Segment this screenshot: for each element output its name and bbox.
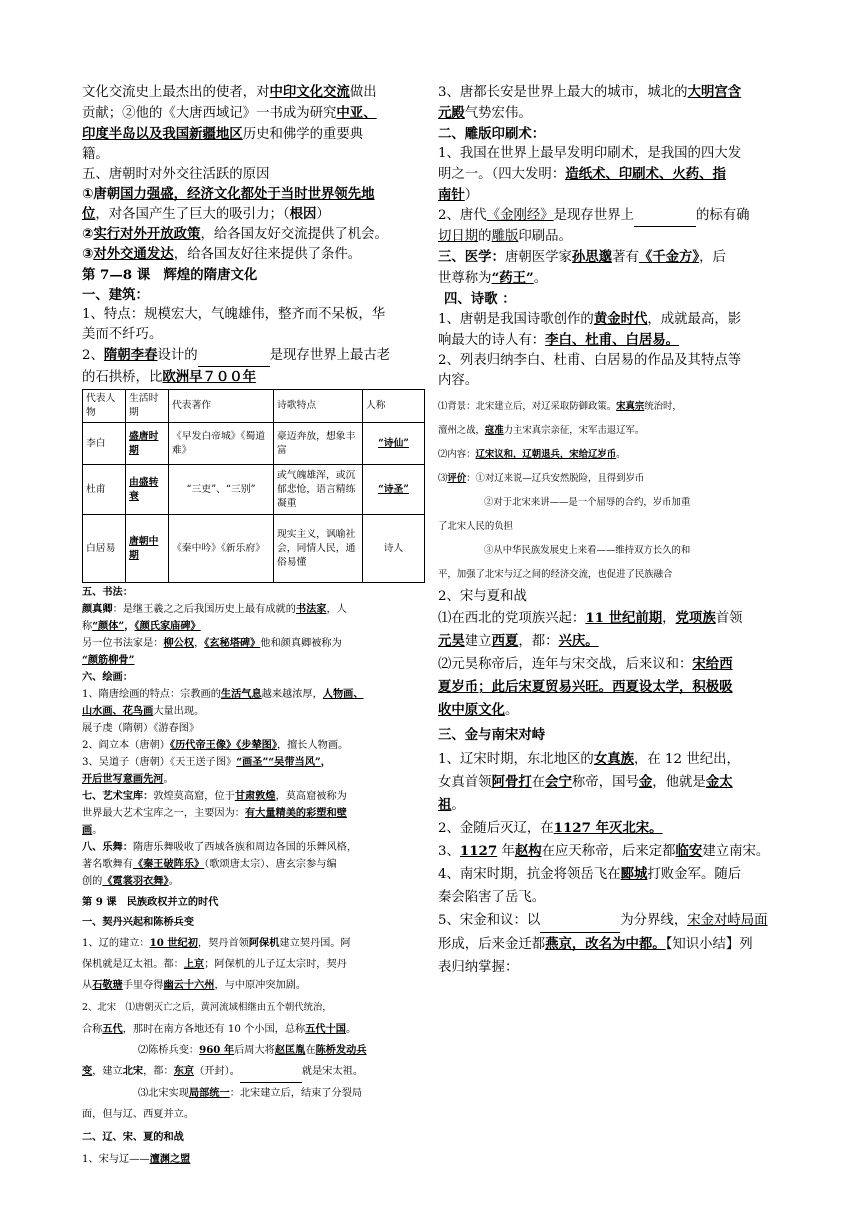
text-line: 收中原文化。 bbox=[438, 702, 519, 718]
reason-1-cont: 位，对各国产生了巨大的吸引力；（根因） bbox=[82, 207, 330, 222]
text-line: 三、医学：唐朝医学家孙思邈著有《千金方》，后 bbox=[438, 249, 726, 265]
section-heading: 五、唐朝时对外交往活跃的原因 bbox=[82, 167, 270, 182]
text-line: ⑵内容：辽宋议和，辽朝退兵，宋给辽岁币。 bbox=[438, 449, 626, 460]
table-row bbox=[83, 465, 425, 515]
text-line: 2、阎立本（唐朝）《历代帝王像》《步辇图》，擅长人物画。 bbox=[82, 739, 349, 751]
text-line: 颜真卿：是继王羲之之后我国历史上最有成就的书法家，人 bbox=[82, 603, 347, 615]
section-heading: 二、雕版印刷术： bbox=[438, 126, 546, 142]
text-line: 1、辽宋时期，东北地区的女真族，在 12 世纪出， bbox=[438, 751, 740, 767]
text-line: 世界最大艺术宝库之一，主要因为：有大量精美的彩塑和壁 bbox=[82, 807, 347, 819]
text-line: 2、宋与夏和战 bbox=[438, 589, 527, 604]
text-line: 1、我国在世界上最早发明印刷术，是我国的四大发 bbox=[438, 146, 742, 161]
text-line: 1、唐朝是我国诗歌创作的黄金时代，成就最高，影 bbox=[438, 311, 742, 327]
text-line: 开后世写意画先河。 bbox=[82, 773, 174, 785]
text-line: 1、特点：规模宏大，气魄雄伟，整齐而不呆板，华 bbox=[82, 307, 386, 322]
left-column bbox=[82, 82, 424, 1170]
text-line: 女真首领阿骨打在会宁称帝，国号金，他就是金太 bbox=[438, 774, 733, 790]
table-header-row bbox=[83, 390, 425, 423]
text-line: 1、宋与辽——澶渊之盟 bbox=[82, 1153, 191, 1165]
text-line: ⑴在西北的党项族兴起：11 世纪前期，党项族首领 bbox=[438, 610, 743, 626]
text-line: 5、宋金和议：以 为分界线，宋金对峙局面 bbox=[438, 909, 783, 933]
text-line: 秦会陷害了岳飞。 bbox=[438, 890, 546, 905]
text-line: 文化交流史上最杰出的使者，对中印文化交流做出 bbox=[82, 84, 377, 100]
table-cell: “诗仙” bbox=[363, 423, 425, 465]
text-line: 2、北宋 ⑴唐朝灭亡之后，黄河流域相继由五个朝代统治， bbox=[82, 1002, 332, 1013]
text-line: 平，加强了北宋与辽之间的经济交流，也促进了民族融合 bbox=[438, 569, 673, 580]
text-line: 1、隋唐绘画的特点：宗教画的生活气息越来越浓厚，人物画、 bbox=[82, 688, 364, 700]
text-line: ②对于北宋来讲——是一个屈辱的合约，岁币加重 bbox=[484, 497, 691, 508]
table-cell: 李白 bbox=[83, 423, 126, 465]
text-line: ⑴背景：北宋建立后，对辽采取防御政策。宋真宗统治时， bbox=[438, 401, 682, 412]
text-line: 元昊建立西夏，都：兴庆。 bbox=[438, 633, 599, 649]
text-line: 祖。 bbox=[438, 797, 465, 813]
text-line: 了北宋人民的负担 bbox=[438, 521, 514, 532]
table-cell: 唐朝中期 bbox=[126, 515, 169, 583]
table-header-cell: 诗歌特点 bbox=[274, 390, 363, 423]
table-cell: “三吏”、“三别” bbox=[169, 465, 274, 515]
text-line: 表归纳掌握： bbox=[438, 960, 519, 975]
text-line: 贡献；②他的《大唐西域记》一书成为研究中亚、 bbox=[82, 105, 377, 121]
table-cell: 由盛转衰 bbox=[126, 465, 169, 515]
text-line: 2、唐代《金刚经》是现存世界上 的标有确 bbox=[438, 206, 783, 227]
poets-table bbox=[82, 389, 425, 583]
section-heading: 二、辽、宋、夏的和战 bbox=[82, 1131, 184, 1143]
text-line: 3、吴道子（唐朝）《天王送子图》“画圣”“吴带当风”， bbox=[82, 756, 331, 768]
text-line: 切日期的雕版印刷品。 bbox=[438, 229, 572, 244]
table-header-cell: 生活时期 bbox=[126, 390, 169, 423]
text-line: 世尊称为“药王”。 bbox=[438, 270, 548, 286]
section-heading: 六、绘画： bbox=[82, 671, 133, 683]
text-line: 夏岁币；此后宋夏贸易兴旺。西夏设太学，积极吸 bbox=[438, 679, 733, 695]
section-heading: 四、诗歌 ： bbox=[444, 291, 516, 307]
text-line: 另一位书法家是：柳公权，《玄秘塔碑》他和颜真卿被称为 bbox=[82, 637, 342, 649]
text-line: 称“颜体”，《颜氏家庙碑》 bbox=[82, 620, 201, 632]
section-heading: 五、书法： bbox=[82, 586, 133, 598]
text-line: 南针） bbox=[438, 187, 479, 203]
text-line: 内容。 bbox=[438, 373, 479, 388]
text-line: 元殿气势宏伟。 bbox=[438, 105, 532, 121]
reason-1: ①唐朝国力强盛，经济文化都处于当时世界领先地 bbox=[82, 187, 375, 202]
text-line: ③从中华民族发展史上来看——维持双方长久的和 bbox=[484, 545, 691, 556]
table-cell: 杜甫 bbox=[83, 465, 126, 515]
text-line: 山水画、花鸟画大量出现。 bbox=[82, 705, 205, 717]
lesson-heading: 第 9 课 民族政权并立的时代 bbox=[82, 896, 219, 908]
text-line: ⑵元昊称帝后，连年与宋交战，后来议和：宋给西 bbox=[438, 656, 733, 672]
table-cell: 或气魄雄浑，或沉郁悲怆，语言精练凝重 bbox=[274, 465, 363, 515]
reason-3: ③对外交通发达，给各国友好往来提供了条件。 bbox=[82, 247, 362, 262]
text-line: ⑵陈桥兵变：960 年后周大将赵匡胤在陈桥发动兵 bbox=[138, 1044, 367, 1056]
text-line: 4、南宋时期，抗金将领岳飞在郾城打败金军。随后 bbox=[438, 866, 742, 882]
table-cell: 《秦中吟》《新乐府》 bbox=[169, 515, 274, 583]
table-row bbox=[83, 423, 425, 465]
lesson-heading: 第 7—8 课 辉煌的隋唐文化 bbox=[82, 267, 258, 283]
text-line: 3、1127 年赵构在应天称帝，后来定都临安建立南宋。 bbox=[438, 843, 770, 859]
right-column bbox=[438, 82, 783, 979]
text-line: 籍。 bbox=[82, 147, 109, 162]
text-line: 七、艺术宝库：敦煌莫高窟，位于甘肃敦煌，莫高窟被称为 bbox=[82, 790, 347, 802]
text-line: 从石敬瑭手里夺得幽云十六州，与中原冲突加剧。 bbox=[82, 979, 307, 991]
text-line: 2、隋朝李春设计的 是现存世界上最古老 bbox=[82, 345, 424, 367]
text-line: 明之一。（四大发明：造纸术、印刷术、火药、指 bbox=[438, 166, 726, 182]
text-line: 澶州之战，寇准力主宋真宗亲征，宋军击退辽军。 bbox=[438, 425, 645, 436]
text-line: 著名歌舞有《秦王破阵乐》（歌颂唐太宗）、唐玄宗参与编 bbox=[82, 858, 337, 870]
table-cell: 豪迈奔放，想象丰富 bbox=[274, 423, 363, 465]
table-cell: 现实主义，讽喻社会，同情人民，通俗易懂 bbox=[274, 515, 363, 583]
reason-2: ②实行对外开放政策，给各国友好交流提供了机会。 bbox=[82, 227, 388, 242]
text-line: 保机就是辽太祖。都：上京；阿保机的儿子辽太宗时，契丹 bbox=[82, 958, 347, 970]
table-cell: 白居易 bbox=[83, 515, 126, 583]
text-line: 1、辽的建立：10 世纪初，契丹首领阿保机建立契丹国。阿 bbox=[82, 937, 351, 949]
text-line: 美而不纤巧。 bbox=[82, 327, 163, 342]
text-line: 面，但与辽、西夏并立。 bbox=[82, 1109, 195, 1120]
text-line: 3、唐都长安是世界上最大的城市，城北的大明宫含 bbox=[438, 84, 742, 100]
text-line: 创的《霓裳羽衣舞》。 bbox=[82, 875, 179, 887]
text-line: ⑶北宋实现局部统一：北宋建立后，结束了分裂局 bbox=[138, 1087, 363, 1099]
section-heading: 三、金与南宋对峙 bbox=[438, 727, 546, 743]
text-line: 变，建立北宋，都：东京（开封）。 就是宋太祖。 bbox=[82, 1061, 424, 1083]
text-line: 合称五代，那时在南方各地还有 10 个小国，总称五代十国。 bbox=[82, 1023, 357, 1035]
text-line: 八、乐舞：隋唐乐舞吸收了西域各族和周边各国的乐舞风格， bbox=[82, 841, 358, 853]
table-cell: 《早发白帝城》《蜀道难》 bbox=[169, 423, 274, 465]
text-line: 响最大的诗人有：李白、杜甫、白居易。 bbox=[438, 332, 680, 348]
table-row bbox=[83, 515, 425, 583]
text-line: 2、金随后灭辽，在1127 年灭北宋。 bbox=[438, 820, 663, 836]
text-line: 形成，后来金迁都燕京，改名为中都。【知识小结】列 bbox=[438, 936, 753, 952]
table-header-cell: 代表著作 bbox=[169, 390, 274, 423]
table-cell: “诗圣” bbox=[363, 465, 425, 515]
text-line: 印度半岛以及我国新疆地区历史和佛学的重要典 bbox=[82, 126, 364, 142]
section-heading: 一、建筑： bbox=[82, 287, 149, 303]
table-cell: 盛唐时期 bbox=[126, 423, 169, 465]
table-cell: 诗人 bbox=[363, 515, 425, 583]
table-header-cell: 代表人物 bbox=[83, 390, 126, 423]
section-heading: 一、契丹兴起和陈桥兵变 bbox=[82, 916, 195, 928]
text-line: 画。 bbox=[82, 824, 103, 836]
text-line: 展子虔（隋朝）《游春图》 bbox=[82, 723, 200, 734]
table-header-cell: 人称 bbox=[363, 390, 425, 423]
text-line: 的石拱桥，比欧洲早７００年 bbox=[82, 369, 257, 385]
text-line: “颜筋柳骨” bbox=[82, 654, 135, 666]
text-line: 2、列表归纳李白、杜甫、白居易的作品及其特点等 bbox=[438, 353, 742, 368]
text-line: ⑶评价：①对辽来说—辽兵安然脱险，且得到岁币 bbox=[438, 473, 645, 484]
